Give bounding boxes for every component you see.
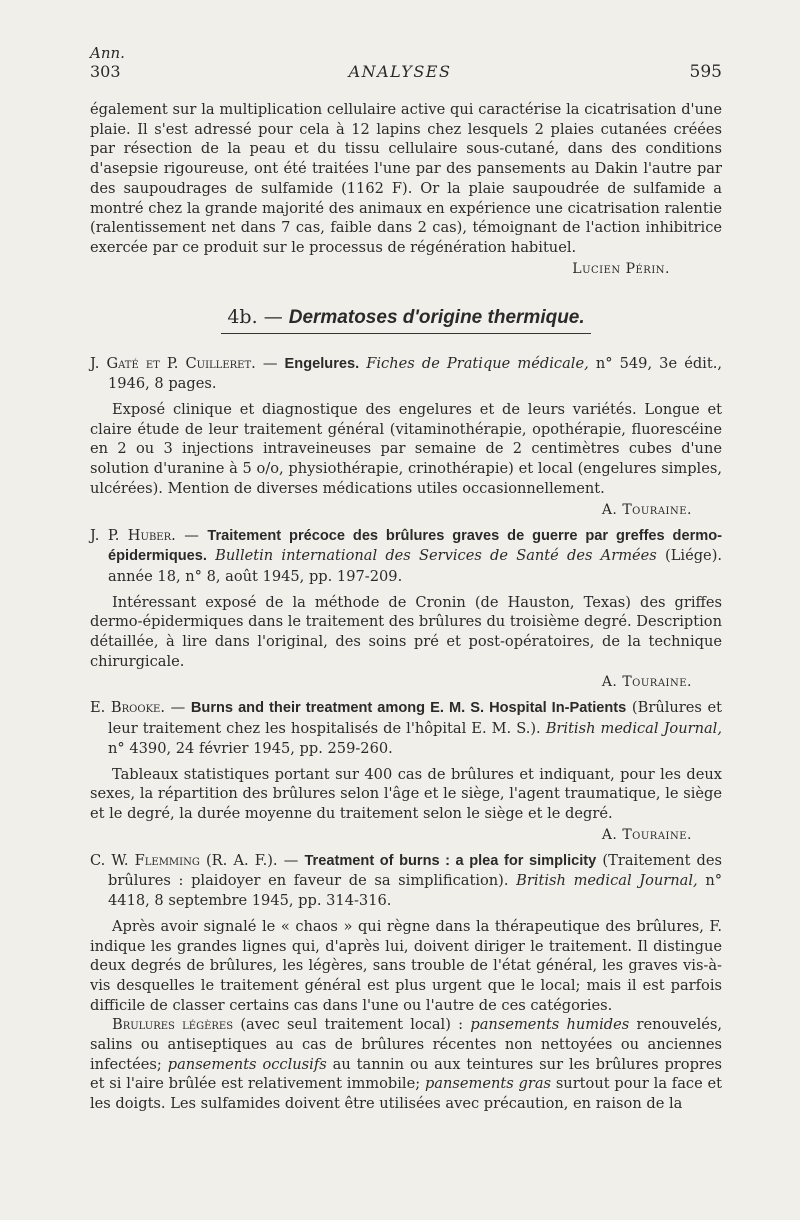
abstract-text: au tannin ou aux teintures sur les brûlures propres et si l'aire brûlée est relativement immobile; bbox=[90, 1055, 723, 1093]
entry-source: British medical Journal, bbox=[516, 872, 698, 890]
reference-entry bbox=[90, 526, 722, 693]
entry-details: (Liége). année 18, n° 8, août 1945, pp. 197-209. bbox=[108, 547, 723, 585]
abstract-text: (avec seul traitement local) : bbox=[240, 1016, 464, 1034]
entry-details: n° 549, 3e édit., 1946, 8 pages. bbox=[108, 354, 722, 393]
entry-abstract: Intéressant exposé de la méthode de Cronin (de Hauston, Texas) des griffes dermo-épidermiques dans le traitement des brûlures du troisième degré. Description détaillée, à lire dans l'original, des soins pré et post-opératoires, de la technique chirurgicale. bbox=[90, 593, 722, 670]
signature: Lucien Périn. bbox=[572, 260, 670, 277]
subsection-lead: Brulures légères bbox=[112, 1016, 234, 1034]
entry-translation: (Brûlures et leur traitement chez les hospitalisés de l'hôpital E. M. S.). bbox=[108, 699, 723, 738]
section-dash: — bbox=[263, 305, 283, 328]
entry-abstract: Après avoir signalé le « chaos » qui règne dans la thérapeutique des brûlures, F. indique les grandes lignes qui, d'après lui, doivent diriger le traitement. Il distingue deux degrés de brûlures, les légères, sans trouble de l'état général, les graves vis-à-vis desquelles le traitement général est plus urgent que le local; mais il est parfois difficile de classer certains cas dans l'une ou l'autre de ces catégories. bbox=[90, 917, 722, 1014]
reference-entry bbox=[90, 698, 722, 844]
entry-authors: E. Brooke. bbox=[90, 699, 165, 717]
signature: A. Touraine. bbox=[601, 674, 692, 691]
entry-abstract-continued bbox=[90, 1015, 722, 1114]
page-content bbox=[90, 100, 722, 1114]
page-number: 595 bbox=[689, 62, 722, 82]
reference-entry bbox=[90, 354, 722, 520]
section-heading bbox=[90, 304, 722, 331]
entry-source: Fiches de Pratique médicale, bbox=[366, 354, 589, 372]
intro-paragraph: également sur la multiplication cellulaire active qui caractérise la cicatrisation d'une plaie. Il s'est adressé pour cela à 12 lapins chez lesquels 2 plaies cutanées créées par résection de la peau et du tissu cellulaire sous-cutané, dans des conditions d'asepsie rigoureuse, ont été traitées l'une par des pansements au Dakin l'autre par des saupoudrages de sulfamide (1162 F). Or la plaie saupoudrée de sulfamide a montré chez la grande majorité des animaux en expérience une cicatrisation ralentie (ralentissement net dans 7 cas, faible dans 2 cas), témoignant de l'action inhibitrice exercée par ce produit sur le processus de régénération habituel. bbox=[90, 101, 722, 256]
entry-separator: — bbox=[170, 699, 186, 717]
journal-abbrev: Ann. bbox=[90, 44, 125, 62]
entry-authors: J. Gaté et P. Cuilleret. bbox=[90, 354, 256, 372]
entry-separator: — bbox=[283, 851, 299, 869]
entry-authors: C. W. Flemming (R. A. F.). bbox=[90, 851, 278, 869]
section-number: 4b. bbox=[227, 305, 258, 328]
abstract-text: renouvelés, salins ou antiseptiques au cas de brûlures récentes non nettoyées ou anciennes infectées; bbox=[90, 1016, 723, 1073]
section-title: Dermatoses d'origine thermique. bbox=[288, 306, 585, 328]
entry-source: Bulletin international des Services de Santé des Armées bbox=[215, 547, 657, 565]
entry-abstract: Tableaux statistiques portant sur 400 cas de brûlures et indiquant, pour les deux sexes, la répartition des brûlures selon l'âge et le siège, l'agent traumatique, le siège et le degré, la durée moyenne du traitement selon le siège et le degré. bbox=[90, 765, 722, 822]
entry-separator: — bbox=[262, 354, 278, 372]
section-rule bbox=[221, 333, 591, 334]
entry-source: British medical Journal, bbox=[545, 720, 722, 738]
abstract-emphasis: pansements humides bbox=[470, 1016, 630, 1034]
entry-authors: J. P. Huber. bbox=[90, 526, 176, 544]
reference-entry bbox=[90, 851, 722, 1114]
entry-title: Burns and their treatment among E. M. S. Hospital In-Patients bbox=[190, 700, 627, 717]
signature: A. Touraine. bbox=[601, 826, 692, 843]
entry-details: n° 4418, 8 septembre 1945, pp. 314-316. bbox=[108, 872, 723, 910]
volume-number: 303 bbox=[90, 62, 121, 81]
abstract-emphasis: pansements gras bbox=[424, 1075, 552, 1093]
entry-title: Engelures. bbox=[284, 355, 360, 372]
entry-separator: — bbox=[184, 526, 199, 544]
entry-details: n° 4390, 24 février 1945, pp. 259-260. bbox=[108, 739, 393, 757]
entry-abstract: Exposé clinique et diagnostique des engelures et de leurs variétés. Longue et claire étude de leur traitement général (vitaminothérapie, opothérapie, fluorescéine en 2 ou 3 injections intraveineuses par semaine de 2 centimètres cubes d'une solution d'uranine à 5 o/o, physiothérapie, crinothérapie) et local (engelures simples, ulcérées). Mention de diverses médications utiles occasionnellement. bbox=[90, 401, 722, 497]
entry-title: Traitement précoce des brûlures graves de guerre par greffes dermo-épidermiques. bbox=[108, 527, 723, 565]
signature: A. Touraine. bbox=[601, 501, 692, 518]
entry-title: Treatment of burns : a plea for simplicity bbox=[304, 852, 597, 869]
running-title: ANALYSES bbox=[348, 62, 452, 81]
entry-translation: (Traitement des brûlures : plaidoyer en faveur de sa simplification). bbox=[108, 851, 723, 890]
abstract-text: surtout pour la face et les doigts. Les sulfamides doivent être utilisées avec précaution, en raison de la bbox=[90, 1075, 722, 1113]
abstract-emphasis: pansements occlusifs bbox=[167, 1055, 327, 1073]
